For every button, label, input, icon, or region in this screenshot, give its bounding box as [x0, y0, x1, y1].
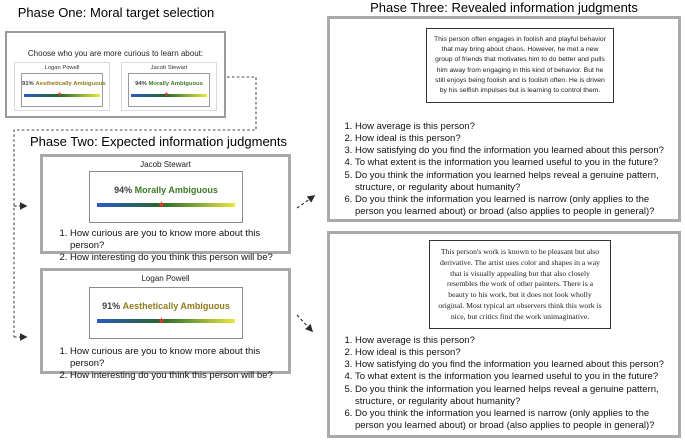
expected-judgment-questions	[54, 346, 285, 381]
star-marker-icon: ★	[163, 92, 170, 98]
question-item: 2. How ideal is this person?	[355, 133, 673, 145]
gradient-scale-bar	[97, 319, 235, 323]
question-item: 2. How ideal is this person?	[355, 347, 673, 359]
question-item: 4. To what extent is the information you learned useful to you in the future?	[355, 371, 673, 383]
ambiguity-label	[90, 185, 242, 195]
ambiguity-percent: 91%	[22, 81, 34, 87]
revealed-info-vignette: This person often engages in foolish and playful behavior that may bring about chaos. However, he met a new group of friends that motivates him to do better and pulls him away from engaging in this kind of behavior. But he still enjoys being foolish and is foolish often. He is driven by his selfish impulses but is learning to control them.	[426, 28, 614, 103]
revealed-judgment-questions	[338, 335, 673, 432]
phase-two-title: Phase Two: Expected information judgments	[30, 134, 288, 149]
question-item: 4. To what extent is the information you learned useful to you in the future?	[355, 157, 673, 169]
question-item: 3. How satisfying do you find the information you learned about this person?	[355, 359, 673, 371]
target-name: Jacob Stewart	[150, 65, 188, 71]
star-marker-icon: ★	[157, 315, 166, 325]
revealed-info-vignette: This person's work is known to be pleasant but also derivative. The artist uses color and shapes in a way that is visually appealing but that also closely resembles the work of other painters. There is a beauty to his work, but it does not look wholly original. Most typical art observers think this work is nice, but critics find the work unimaginative.	[429, 240, 611, 329]
phase-three-panel-top	[327, 16, 681, 222]
ambiguity-meter	[128, 73, 210, 107]
ambiguity-type: Morally Ambiguous	[134, 185, 218, 195]
phase-two-panel-logan	[40, 268, 291, 381]
phase-one-choice-row	[14, 62, 217, 111]
question-item: 5. Do you think the information you learned helps reveal a genuine pattern, structure, or regularity about humanity?	[355, 384, 673, 408]
revealed-judgment-questions	[338, 121, 673, 218]
connector-phase2-to-phase3-bottom-arrow	[297, 315, 312, 331]
ambiguity-meter	[89, 171, 243, 223]
ambiguity-percent: 94%	[114, 185, 133, 195]
ambiguity-label	[90, 301, 242, 311]
question-item: 5. Do you think the information you learned helps reveal a genuine pattern, structure, or regularity about humanity?	[355, 170, 673, 194]
ambiguity-percent: 94%	[135, 81, 147, 87]
phase-one-title: Phase One: Moral target selection	[17, 5, 215, 20]
question-item: 6. Do you think the information you learned is narrow (only applies to the person you learned about) or broad (also applies to people in general)?	[355, 408, 673, 432]
phase-three-title: Phase Three: Revealed information judgments	[370, 0, 638, 15]
question-item: 3. How satisfying do you find the information you learned about this person?	[355, 145, 673, 157]
question-item: 2. How interesting do you think this person will be?	[70, 252, 285, 264]
star-marker-icon: ★	[56, 92, 63, 98]
question-item: 1. How curious are you to know more about this person?	[70, 228, 285, 252]
question-item: 1. How average is this person?	[355, 335, 673, 347]
ambiguity-meter	[89, 287, 243, 339]
choice-card-logan-powell[interactable]	[14, 62, 110, 111]
gradient-scale-bar	[97, 203, 235, 207]
target-name: Logan Powell	[141, 274, 190, 283]
phase-one-panel	[5, 31, 226, 118]
ambiguity-type: Aesthetically Ambiguous	[122, 301, 230, 311]
ambiguity-label	[129, 81, 209, 87]
ambiguity-percent: 91%	[102, 301, 121, 311]
target-name: Logan Powell	[44, 65, 80, 71]
ambiguity-meter	[21, 73, 106, 107]
target-name: Jacob Stewart	[140, 160, 191, 169]
question-item: 1. How average is this person?	[355, 121, 673, 133]
ambiguity-type: Morally Ambiguous	[148, 81, 203, 87]
phase-one-prompt: Choose who you are more curious to learn about:	[27, 49, 204, 58]
phase-two-panel-jacob	[40, 154, 291, 263]
question-item: 1. How curious are you to know more about this person?	[70, 346, 285, 370]
question-item: 2. How interesting do you think this person will be?	[70, 370, 285, 382]
connector-phase2-to-phase3-top-arrow	[297, 196, 314, 208]
phase-three-panel-bottom	[327, 231, 681, 438]
ambiguity-type: Aesthetically Ambiguous	[35, 81, 106, 87]
star-marker-icon: ★	[157, 199, 166, 209]
ambiguity-label	[22, 81, 106, 87]
choice-card-jacob-stewart[interactable]	[121, 62, 217, 111]
expected-judgment-questions	[54, 228, 285, 263]
question-item: 6. Do you think the information you learned is narrow (only applies to the person you learned about) or broad (also applies to people in general)?	[355, 194, 673, 218]
